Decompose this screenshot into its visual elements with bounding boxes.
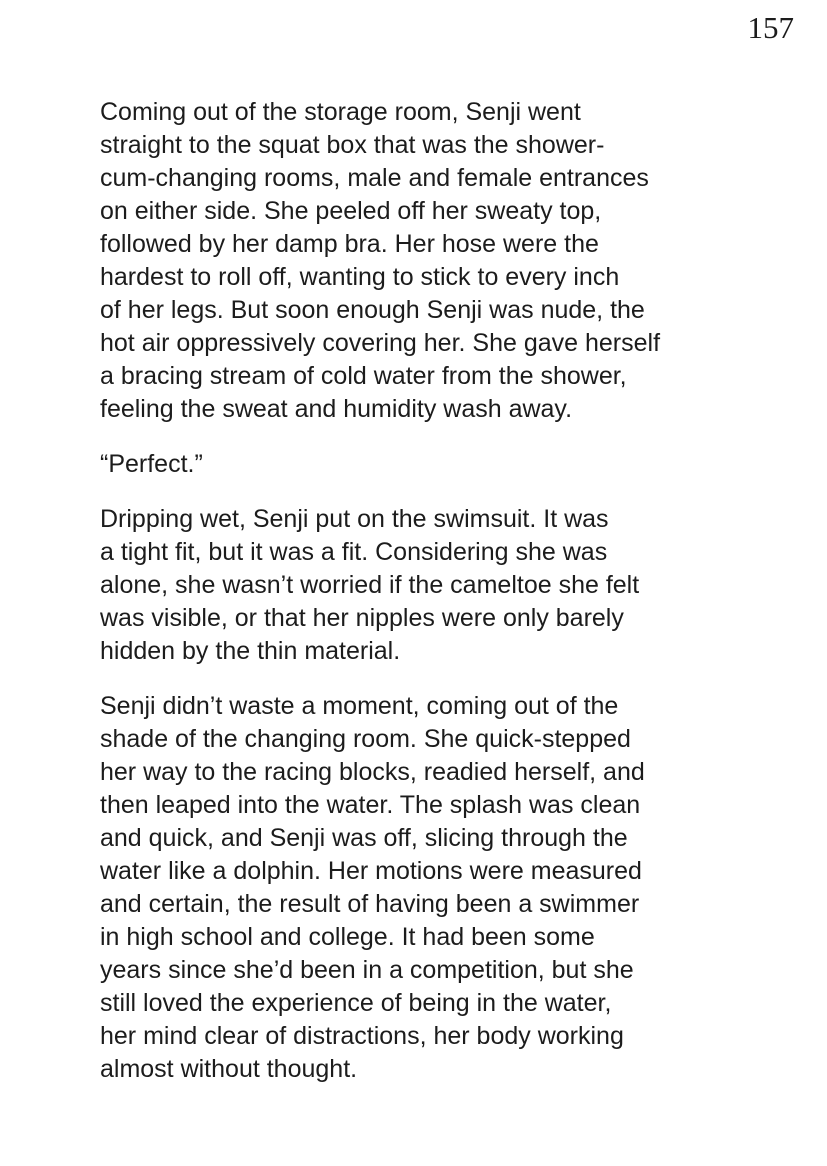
- page-text: [100, 96, 760, 1108]
- text-line: straight to the squat box that was the shower-: [100, 131, 605, 159]
- text-line: a bracing stream of cold water from the shower,: [100, 362, 627, 390]
- text-line: Dripping wet, Senji put on the swimsuit. It was: [100, 505, 609, 533]
- text-line: in high school and college. It had been some: [100, 923, 595, 951]
- text-line: hardest to roll off, wanting to stick to every inch: [100, 263, 620, 291]
- text-line: hidden by the thin material.: [100, 637, 401, 665]
- text-line: “Perfect.”: [100, 450, 203, 478]
- text-line: of her legs. But soon enough Senji was nude, the: [100, 296, 645, 324]
- text-line: shade of the changing room. She quick-stepped: [100, 725, 631, 753]
- text-line: her mind clear of distractions, her body working: [100, 1022, 624, 1050]
- text-line: a tight fit, but it was a fit. Considering she was: [100, 538, 608, 566]
- text-line: Senji didn’t waste a moment, coming out of the: [100, 692, 619, 720]
- text-line: water like a dolphin. Her motions were measured: [100, 857, 642, 885]
- text-line: almost without thought.: [100, 1055, 358, 1083]
- text-line: still loved the experience of being in the water,: [100, 989, 612, 1017]
- text-line: Coming out of the storage room, Senji went: [100, 98, 581, 126]
- page-number: 157: [747, 10, 794, 45]
- paragraph: [100, 690, 760, 1086]
- text-line: years since she’d been in a competition, but she: [100, 956, 634, 984]
- text-line: and certain, the result of having been a swimmer: [100, 890, 640, 918]
- text-line: her way to the racing blocks, readied herself, and: [100, 758, 645, 786]
- paragraph: [100, 448, 760, 481]
- text-line: alone, she wasn’t worried if the cameltoe she felt: [100, 571, 640, 599]
- text-line: was visible, or that her nipples were only barely: [100, 604, 624, 632]
- text-line: hot air oppressively covering her. She gave herself: [100, 329, 661, 357]
- text-line: feeling the sweat and humidity wash away.: [100, 395, 573, 423]
- text-line: then leaped into the water. The splash was clean: [100, 791, 641, 819]
- text-line: cum-changing rooms, male and female entrances: [100, 164, 649, 192]
- text-line: on either side. She peeled off her sweaty top,: [100, 197, 602, 225]
- paragraph: [100, 503, 760, 668]
- text-line: followed by her damp bra. Her hose were the: [100, 230, 599, 258]
- text-line: and quick, and Senji was off, slicing through the: [100, 824, 628, 852]
- paragraph: [100, 96, 760, 426]
